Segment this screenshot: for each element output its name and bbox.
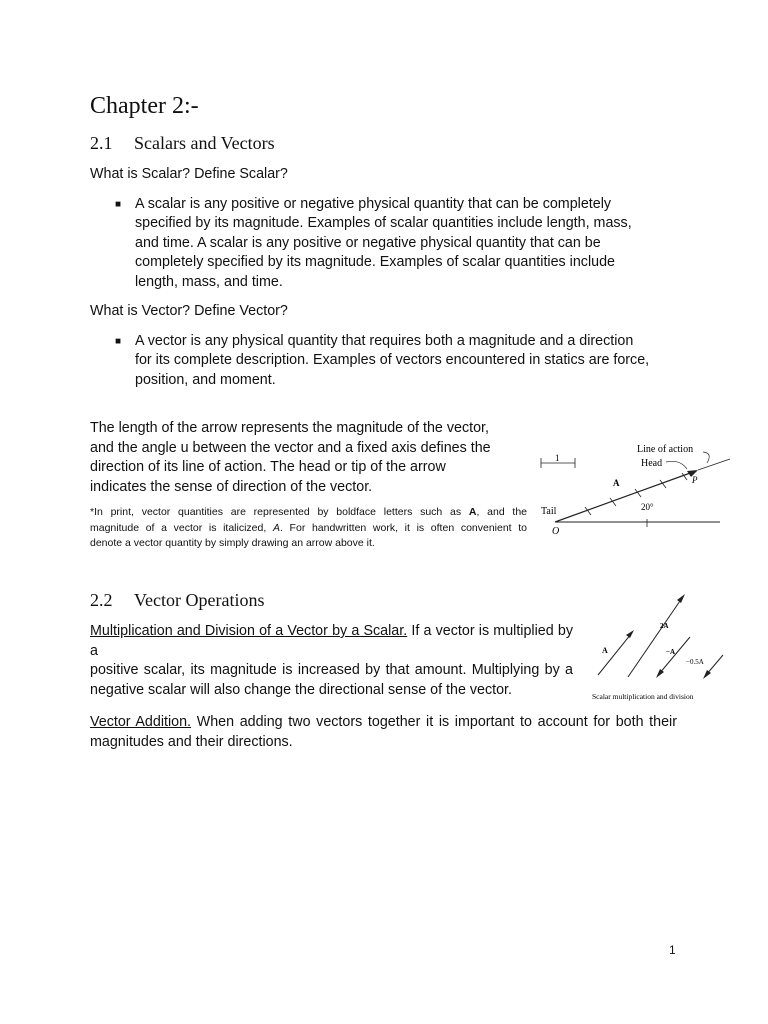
text-line: length, mass, and time. xyxy=(135,273,283,290)
text-line: Multiplication and Division of a Vector by a Scalar. If a vector is multiplied by a xyxy=(90,623,573,659)
line-of-action xyxy=(698,459,730,470)
vector-addition-paragraph xyxy=(90,713,677,752)
label-neg-a: −A xyxy=(666,648,676,656)
text-line: A vector is any physical quantity that requires both a magnitude and a direction xyxy=(135,333,634,349)
section-title: Scalars and Vectors xyxy=(134,133,275,153)
origin-label: O xyxy=(552,526,560,537)
scale-label: 1 xyxy=(555,453,560,463)
text-line: and time. A scalar is any positive or negative physical quantity that can be xyxy=(135,234,601,251)
angle-label: 20° xyxy=(641,502,654,512)
vector-question: What is Vector? Define Vector? xyxy=(90,303,288,319)
footnote-line: magnitude of a vector is italicized, A. For handwritten work, it is often convenient to xyxy=(90,521,528,534)
scalar-question: What is Scalar? Define Scalar? xyxy=(90,166,288,182)
line-of-action-label: Line of action xyxy=(637,444,694,455)
section-number: 2.1 xyxy=(90,133,113,153)
italic-symbol: A xyxy=(272,521,280,534)
vector-diagram xyxy=(535,435,735,540)
head-pointer xyxy=(666,461,687,469)
section-title: Vector Operations xyxy=(134,590,265,610)
text-line: magnitudes and their directions. xyxy=(90,733,293,750)
text-line: A scalar is any positive or negative physical quantity that can be completely xyxy=(135,196,612,212)
label-2a: 2A xyxy=(660,622,669,630)
chapter-title: Chapter 2:- xyxy=(90,93,199,119)
text-line: Vector Addition. When adding two vectors together it is important to account for both their xyxy=(90,714,677,730)
label-a: A xyxy=(602,646,608,655)
text-line: specified by its magnitude. Examples of scalar quantities include length, mass, xyxy=(135,215,632,232)
text-line: positive scalar, its magnitude is increased by that amount. Multiplying by a xyxy=(90,662,573,679)
bold-symbol: A xyxy=(468,506,477,518)
text-line: direction of its line of action. The head or tip of the arrow xyxy=(90,459,446,476)
tail-label: Tail xyxy=(541,506,557,517)
text-line: indicates the sense of direction of the vector. xyxy=(90,478,373,495)
page-number: 1 xyxy=(669,943,676,957)
text-line: negative scalar will also change the directional sense of the vector. xyxy=(90,681,513,698)
text-line: for its complete description. Examples of vectors encountered in statics are force, xyxy=(135,352,650,369)
footnote-line: denote a vector quantity by simply drawing an arrow above it. xyxy=(90,537,375,549)
vector-arrow-shaft xyxy=(555,472,693,522)
head-label: Head xyxy=(641,458,663,469)
text-line: completely specified by its magnitude. Examples of scalar quantities include xyxy=(135,254,615,271)
underlined-heading: Multiplication and Division of a Vector by a Scalar. xyxy=(90,623,408,639)
label-neg-half-a: −0.5A xyxy=(686,658,704,666)
section-number: 2.2 xyxy=(90,590,113,610)
vector-label: A xyxy=(613,478,620,488)
bullet-text xyxy=(118,332,678,390)
vector-2a-arrow xyxy=(628,598,682,677)
footnote-line: *In print, vector quantities are represented by boldface letters such as A, and the xyxy=(90,506,528,518)
bullet-text xyxy=(118,195,678,292)
scalar-multiplication-diagram xyxy=(590,588,730,706)
underlined-heading: Vector Addition. xyxy=(90,714,192,730)
scalar-definition-bullet xyxy=(115,195,678,292)
bullet-square-icon: ■ xyxy=(115,199,122,210)
scalar-multiplication-paragraph xyxy=(90,622,573,700)
text-line: and the angle u between the vector and a fixed axis defines the xyxy=(90,439,491,456)
arrow-description-paragraph xyxy=(90,419,530,497)
figure-caption: Scalar multiplication and division xyxy=(592,692,694,701)
bullet-square-icon: ■ xyxy=(115,336,122,347)
vector-definition-bullet xyxy=(115,332,678,390)
section-heading-2-1 xyxy=(90,133,275,154)
line-of-action-pointer xyxy=(703,452,709,463)
point-label: P xyxy=(692,475,698,485)
footnote xyxy=(90,505,527,552)
text-line: The length of the arrow represents the magnitude of the vector, xyxy=(90,420,489,436)
text-line: position, and moment. xyxy=(135,371,276,388)
section-heading-2-2 xyxy=(90,590,264,611)
